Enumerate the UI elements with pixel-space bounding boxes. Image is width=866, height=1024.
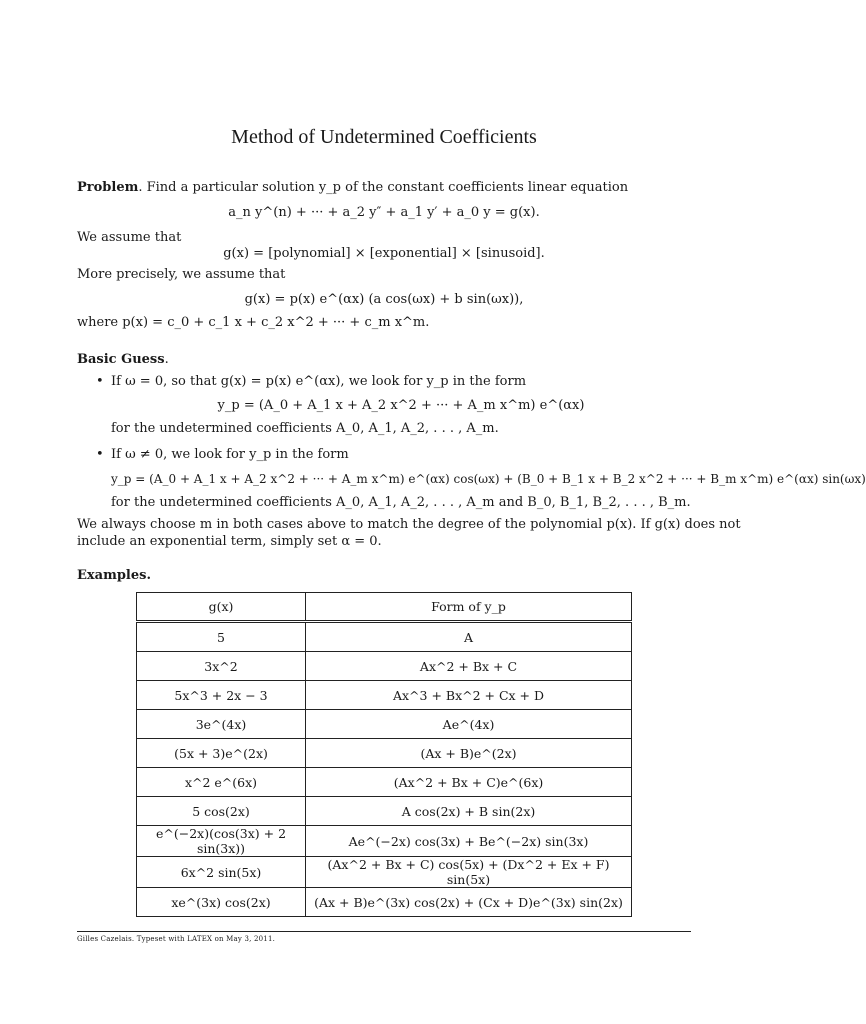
basic-guess-label: Basic Guess bbox=[77, 352, 165, 367]
table-row bbox=[137, 857, 632, 888]
header-form: Form of y_p bbox=[306, 593, 632, 622]
case2-text: If ω ≠ 0, we look for y_p in the form bbox=[111, 447, 349, 462]
problem-statement bbox=[77, 180, 628, 196]
cell-g: 3e^(4x) bbox=[137, 710, 306, 739]
cell-form: (Ax + B)e^(2x) bbox=[306, 739, 632, 768]
problem-label: Problem bbox=[77, 180, 139, 195]
table-row bbox=[137, 797, 632, 826]
table-row bbox=[137, 739, 632, 768]
case1-equation: y_p = (A_0 + A_1 x + A_2 x^2 + ··· + A_m x^m) e^(αx) bbox=[217, 398, 585, 413]
problem-text: . Find a particular solution y_p of the constant coefficients linear equation bbox=[138, 180, 629, 195]
cell-g: 5 cos(2x) bbox=[137, 797, 306, 826]
table-row bbox=[137, 681, 632, 710]
case2-coefficients: for the undetermined coefficients A_0, A_1, A_2, . . . , A_m and B_0, B_1, B_2, . . . , B_m. bbox=[111, 495, 691, 510]
cell-form: A bbox=[306, 622, 632, 652]
examples-table bbox=[136, 592, 632, 917]
cell-form: Ax^3 + Bx^2 + Cx + D bbox=[306, 681, 632, 710]
bullet-icon: • bbox=[96, 374, 104, 389]
cell-g: 5x^3 + 2x − 3 bbox=[137, 681, 306, 710]
footer-text: Gilles Cazelais. Typeset with LATEX on May 3, 2011. bbox=[77, 935, 276, 943]
cell-form: (Ax^2 + Bx + C) cos(5x) + (Dx^2 + Ex + F) sin(5x) bbox=[306, 857, 632, 888]
cell-g: 3x^2 bbox=[137, 652, 306, 681]
remark-line-1: We always choose m in both cases above to match the degree of the polynomial p(x). If g(x) does not bbox=[77, 517, 741, 532]
table-row bbox=[137, 652, 632, 681]
table-row bbox=[137, 768, 632, 797]
cell-g: (5x + 3)e^(2x) bbox=[137, 739, 306, 768]
case1-text: If ω = 0, so that g(x) = p(x) e^(αx), we look for y_p in the form bbox=[111, 374, 527, 389]
table-row bbox=[137, 710, 632, 739]
assume-equation: g(x) = [polynomial] × [exponential] × [sinusoid]. bbox=[223, 246, 545, 261]
precise-equation: g(x) = p(x) e^(αx) (a cos(ωx) + b sin(ωx)), bbox=[244, 292, 524, 307]
assume-text: We assume that bbox=[77, 230, 182, 245]
where-text: where p(x) = c_0 + c_1 x + c_2 x^2 + ··· + c_m x^m. bbox=[77, 315, 430, 330]
table-header-row bbox=[137, 593, 632, 622]
table-row bbox=[137, 826, 632, 857]
cell-g: xe^(3x) cos(2x) bbox=[137, 888, 306, 917]
cell-form: (Ax^2 + Bx + C)e^(6x) bbox=[306, 768, 632, 797]
remark-line-2: include an exponential term, simply set α = 0. bbox=[77, 534, 382, 549]
examples-heading bbox=[77, 568, 151, 584]
cell-g: 6x^2 sin(5x) bbox=[137, 857, 306, 888]
basic-guess-heading: Basic Guess. bbox=[77, 352, 169, 367]
cell-form: Ax^2 + Bx + C bbox=[306, 652, 632, 681]
cell-form: Ae^(4x) bbox=[306, 710, 632, 739]
examples-label: Examples. bbox=[77, 568, 151, 583]
header-g: g(x) bbox=[137, 593, 306, 622]
footer-divider bbox=[77, 931, 691, 932]
table-row bbox=[137, 622, 632, 652]
cell-g: 5 bbox=[137, 622, 306, 652]
precisely-text: More precisely, we assume that bbox=[77, 267, 286, 282]
case2-equation: y_p = (A_0 + A_1 x + A_2 x^2 + ··· + A_m x^m) e^(αx) cos(ωx) + (B_0 + B_1 x + B_2 x^2 + ··· + B_m x^m) e^(αx) sin(ωx) bbox=[111, 472, 866, 486]
cell-g: x^2 e^(6x) bbox=[137, 768, 306, 797]
case1-coefficients: for the undetermined coefficients A_0, A_1, A_2, . . . , A_m. bbox=[111, 421, 499, 436]
table-row bbox=[137, 888, 632, 917]
page-title: Method of Undetermined Coefficients bbox=[231, 126, 537, 148]
cell-form: (Ax + B)e^(3x) cos(2x) + (Cx + D)e^(3x) sin(2x) bbox=[306, 888, 632, 917]
bullet-icon: • bbox=[96, 447, 104, 462]
cell-form: A cos(2x) + B sin(2x) bbox=[306, 797, 632, 826]
cell-form: Ae^(−2x) cos(3x) + Be^(−2x) sin(3x) bbox=[306, 826, 632, 857]
main-equation: a_n y^(n) + ··· + a_2 y″ + a_1 y′ + a_0 y = g(x). bbox=[228, 205, 540, 220]
cell-g: e^(−2x)(cos(3x) + 2 sin(3x)) bbox=[137, 826, 306, 857]
